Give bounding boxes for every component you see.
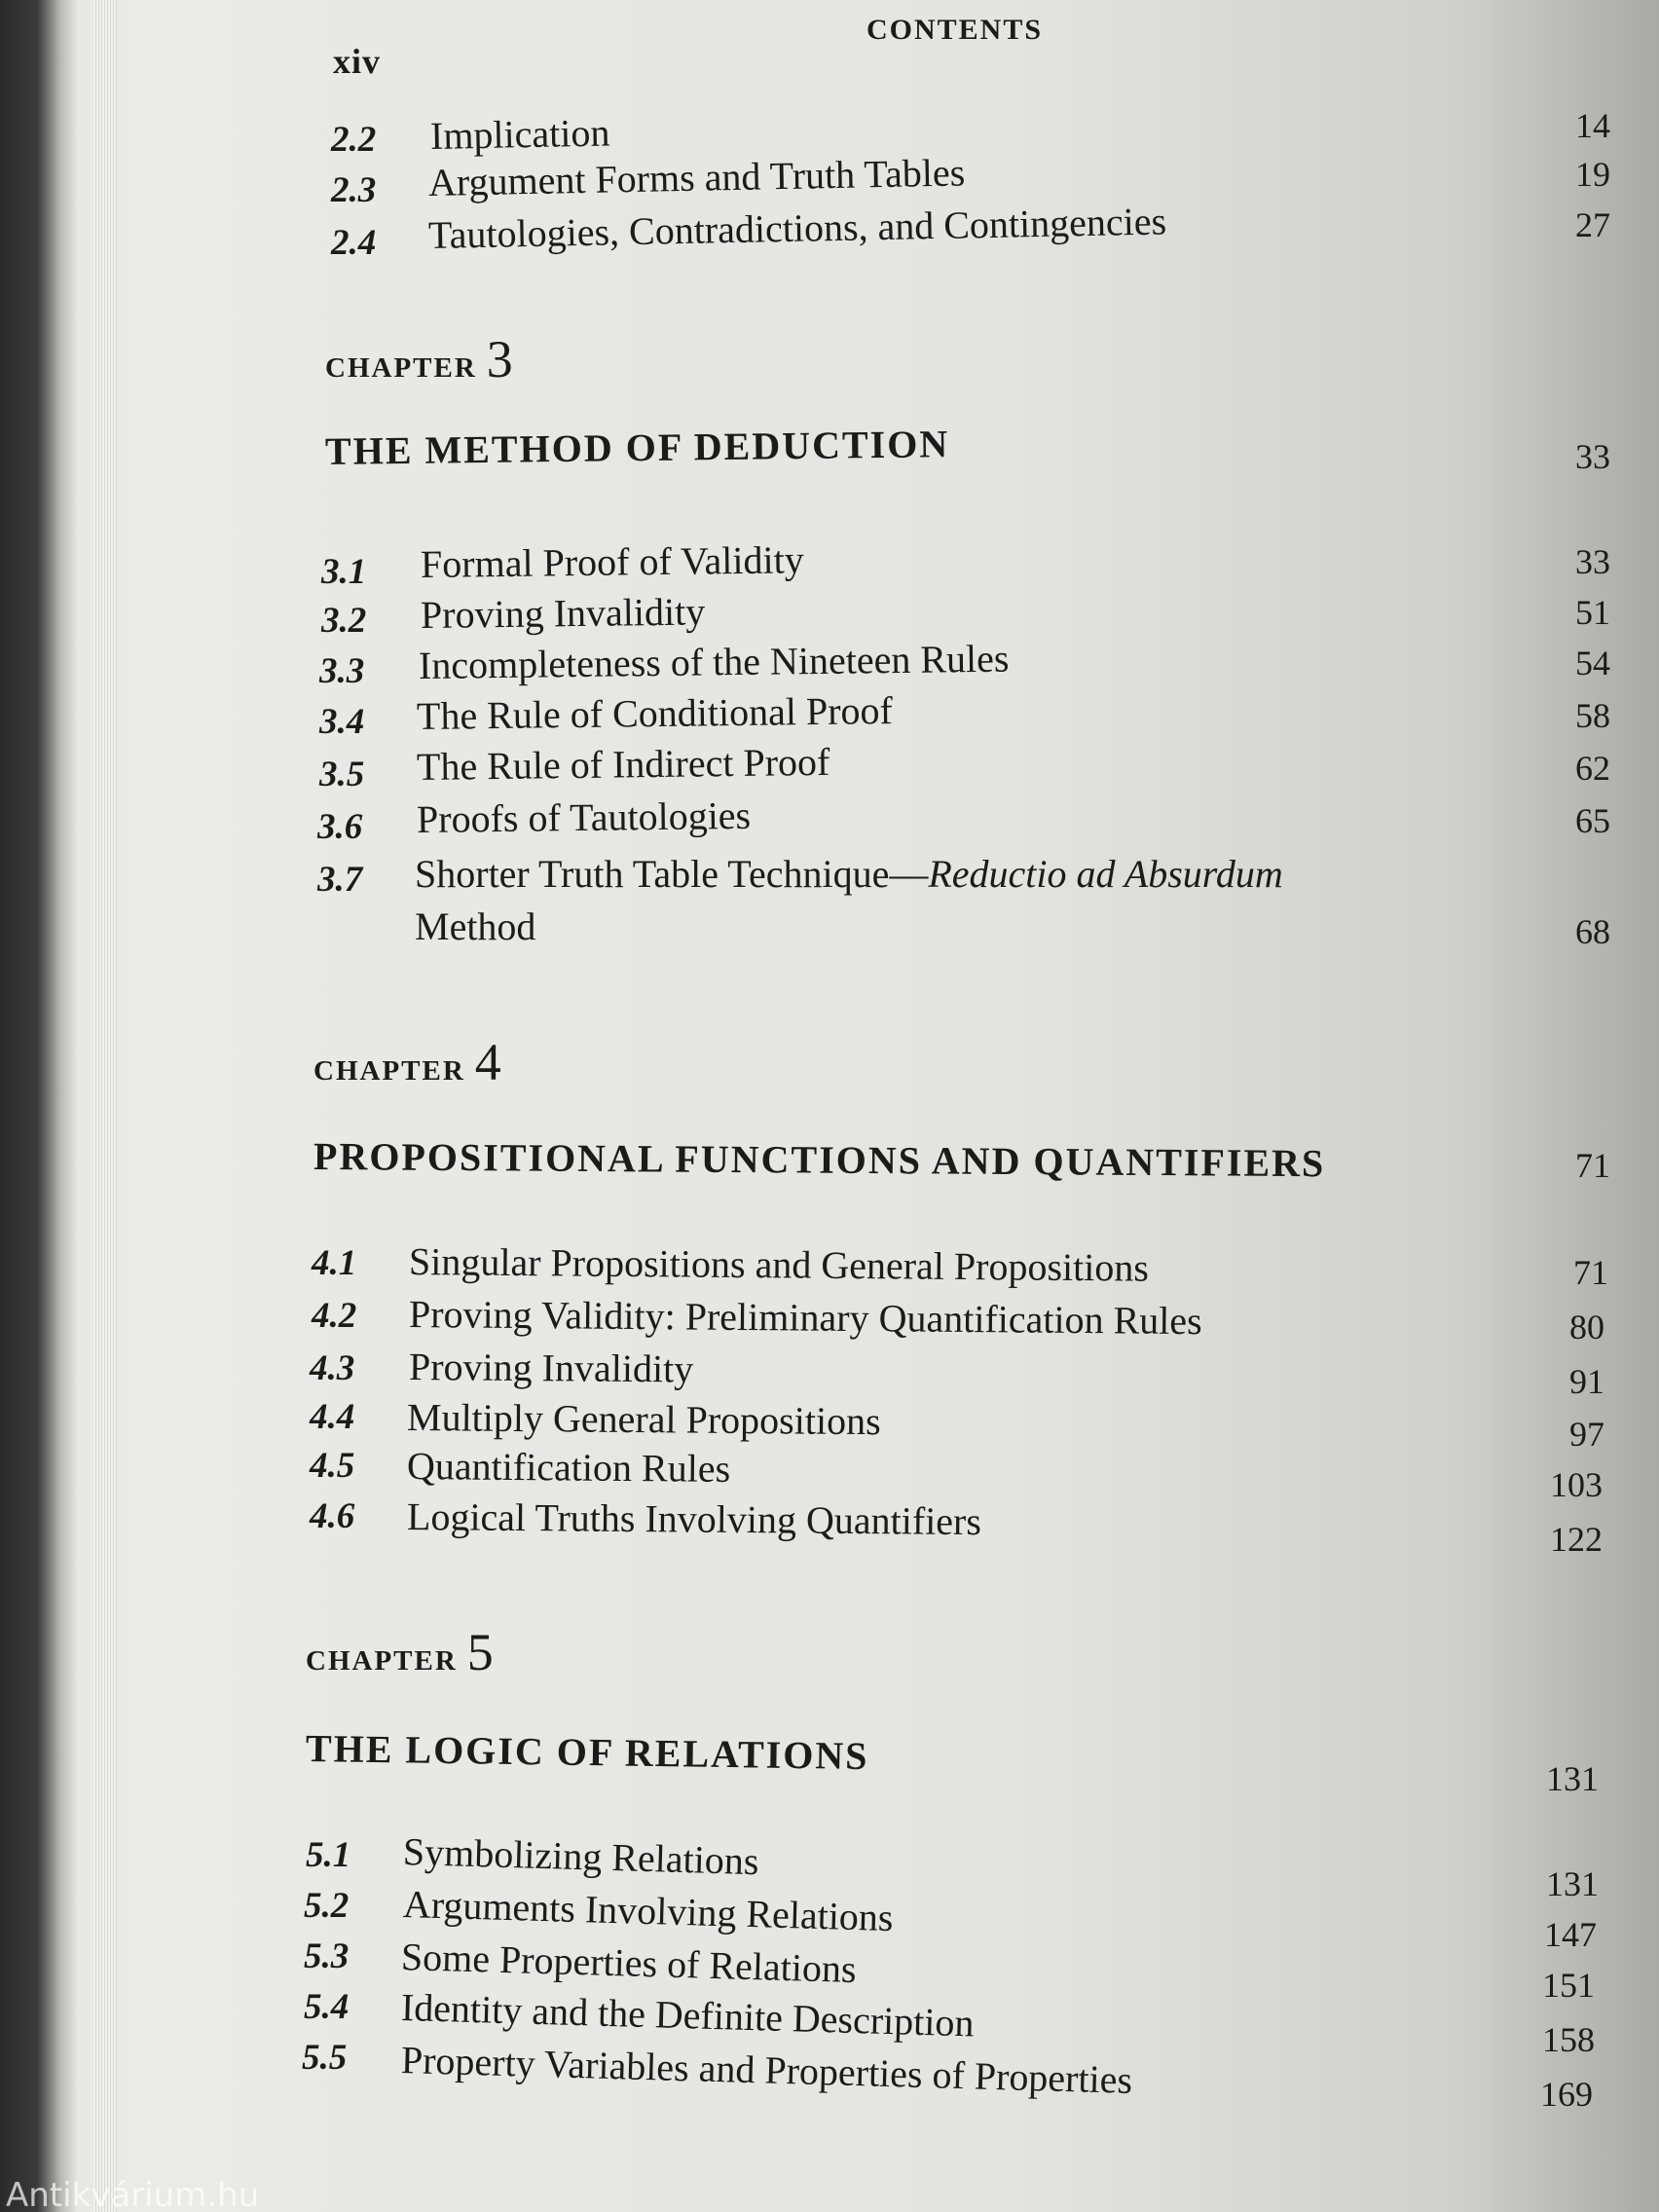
section-title: Tautologies, Contradictions, and Contingencies bbox=[427, 199, 1167, 257]
section-number: 3.3 bbox=[319, 651, 365, 691]
section-page: 80 bbox=[1569, 1308, 1604, 1346]
section-number: 5.3 bbox=[304, 1936, 350, 1976]
section-page: 158 bbox=[1542, 2020, 1595, 2059]
section-title: Proving Validity: Preliminary Quantification Rules bbox=[408, 1292, 1202, 1344]
chapter-label: CHAPTER 3 bbox=[325, 330, 513, 388]
section-number: 5.1 bbox=[306, 1835, 351, 1875]
section-title: Logical Truths Involving Quantifiers bbox=[406, 1494, 982, 1544]
section-title: Identity and the Definite Description bbox=[400, 1985, 976, 2046]
toc-entry bbox=[0, 1494, 1659, 1559]
section-page: 151 bbox=[1542, 1966, 1595, 2005]
section-number: 4.6 bbox=[310, 1496, 355, 1536]
section-number: 2.4 bbox=[331, 223, 377, 263]
toc-entry bbox=[0, 739, 1659, 800]
section-number: 5.5 bbox=[302, 2038, 348, 2078]
chapter-page: 71 bbox=[1575, 1146, 1610, 1185]
section-page: 19 bbox=[1575, 155, 1610, 194]
section-number: 3.7 bbox=[317, 860, 363, 900]
chapter-title: PROPOSITIONAL FUNCTIONS AND QUANTIFIERS bbox=[313, 1134, 1326, 1186]
section-page: 147 bbox=[1544, 1915, 1597, 1954]
toc-entry bbox=[0, 2035, 1659, 2114]
section-title-continued: Method bbox=[415, 904, 536, 948]
chapter-title: THE LOGIC OF RELATIONS bbox=[305, 1726, 869, 1779]
section-number: 3.6 bbox=[317, 807, 363, 847]
toc-entry bbox=[0, 199, 1659, 267]
section-page: 91 bbox=[1569, 1362, 1604, 1401]
toc-entry bbox=[0, 852, 1659, 962]
chapter-page: 33 bbox=[1575, 437, 1610, 476]
section-page: 14 bbox=[1575, 106, 1610, 145]
section-number: 2.3 bbox=[331, 170, 377, 210]
toc-entry bbox=[0, 1935, 1659, 2005]
section-page: 97 bbox=[1569, 1415, 1604, 1454]
section-title: Shorter Truth Table Technique—Reductio ad Absurdum bbox=[415, 852, 1283, 896]
section-title: The Rule of Conditional Proof bbox=[416, 688, 894, 738]
section-title: Quantification Rules bbox=[406, 1444, 731, 1491]
section-title-italic: Reductio ad Absurdum bbox=[928, 852, 1283, 896]
section-title: Multiply General Propositions bbox=[406, 1395, 881, 1444]
page-folio: xiv bbox=[333, 42, 382, 81]
section-title: Formal Proof of Validity bbox=[420, 537, 804, 586]
running-head: CONTENTS bbox=[866, 14, 1044, 46]
chapter-label: CHAPTER 5 bbox=[306, 1623, 494, 1681]
section-page: 68 bbox=[1575, 912, 1610, 951]
section-title: Argument Forms and Truth Tables bbox=[427, 150, 966, 204]
section-number: 3.4 bbox=[319, 702, 365, 742]
section-page: 103 bbox=[1550, 1465, 1603, 1504]
section-number: 5.4 bbox=[304, 1987, 350, 2027]
section-number: 4.5 bbox=[310, 1446, 355, 1486]
section-page: 169 bbox=[1540, 2075, 1593, 2114]
section-number: 3.2 bbox=[321, 601, 367, 641]
chapter-number: 5 bbox=[466, 1623, 494, 1681]
toc-entry bbox=[0, 1444, 1659, 1504]
section-title: Property Variables and Properties of Properties bbox=[400, 2038, 1133, 2102]
section-number: 2.2 bbox=[331, 120, 377, 160]
section-title: Some Properties of Relations bbox=[400, 1935, 858, 1992]
chapter-number: 4 bbox=[474, 1033, 501, 1091]
toc-entry bbox=[0, 1395, 1659, 1454]
section-number: 3.1 bbox=[321, 552, 367, 592]
section-number: 5.2 bbox=[304, 1886, 350, 1926]
section-page: 33 bbox=[1575, 542, 1610, 581]
section-number: 4.3 bbox=[310, 1348, 355, 1388]
section-title: Singular Propositions and General Propositions bbox=[408, 1239, 1150, 1290]
toc-entry bbox=[0, 793, 1659, 853]
toc-entry bbox=[0, 1344, 1659, 1401]
section-title: Incompleteness of the Nineteen Rules bbox=[418, 636, 1010, 687]
section-page: 51 bbox=[1575, 593, 1610, 632]
section-title: Implication bbox=[429, 110, 610, 158]
section-title: Proving Invalidity bbox=[420, 589, 706, 637]
section-title: Symbolizing Relations bbox=[402, 1829, 760, 1884]
toc-entry bbox=[0, 1291, 1659, 1346]
section-title: Proofs of Tautologies bbox=[416, 793, 752, 841]
section-page: 131 bbox=[1546, 1864, 1599, 1903]
toc-entry bbox=[0, 1238, 1659, 1292]
toc-entry bbox=[0, 1829, 1659, 1903]
section-title: Arguments Involving Relations bbox=[402, 1882, 895, 1940]
section-title: The Rule of Indirect Proof bbox=[416, 739, 830, 789]
section-number: 3.5 bbox=[319, 755, 365, 794]
chapter-label: CHAPTER 4 bbox=[313, 1033, 501, 1091]
section-page: 62 bbox=[1575, 749, 1610, 788]
chapter-number: 3 bbox=[486, 330, 513, 388]
section-page: 58 bbox=[1575, 696, 1610, 735]
chapter-title: THE METHOD OF DEDUCTION bbox=[324, 422, 950, 473]
section-page: 71 bbox=[1573, 1253, 1608, 1292]
section-number: 4.2 bbox=[312, 1296, 357, 1336]
section-number: 4.1 bbox=[312, 1243, 357, 1283]
watermark: Antikvárium.hu bbox=[6, 2179, 260, 2212]
section-page: 122 bbox=[1550, 1520, 1603, 1559]
section-page: 54 bbox=[1575, 644, 1610, 682]
chapter-page: 131 bbox=[1546, 1759, 1599, 1798]
section-page: 65 bbox=[1575, 801, 1610, 840]
section-page: 27 bbox=[1575, 205, 1610, 244]
section-title: Proving Invalidity bbox=[408, 1345, 694, 1391]
section-number: 4.4 bbox=[310, 1397, 355, 1437]
toc-entry bbox=[0, 537, 1659, 592]
